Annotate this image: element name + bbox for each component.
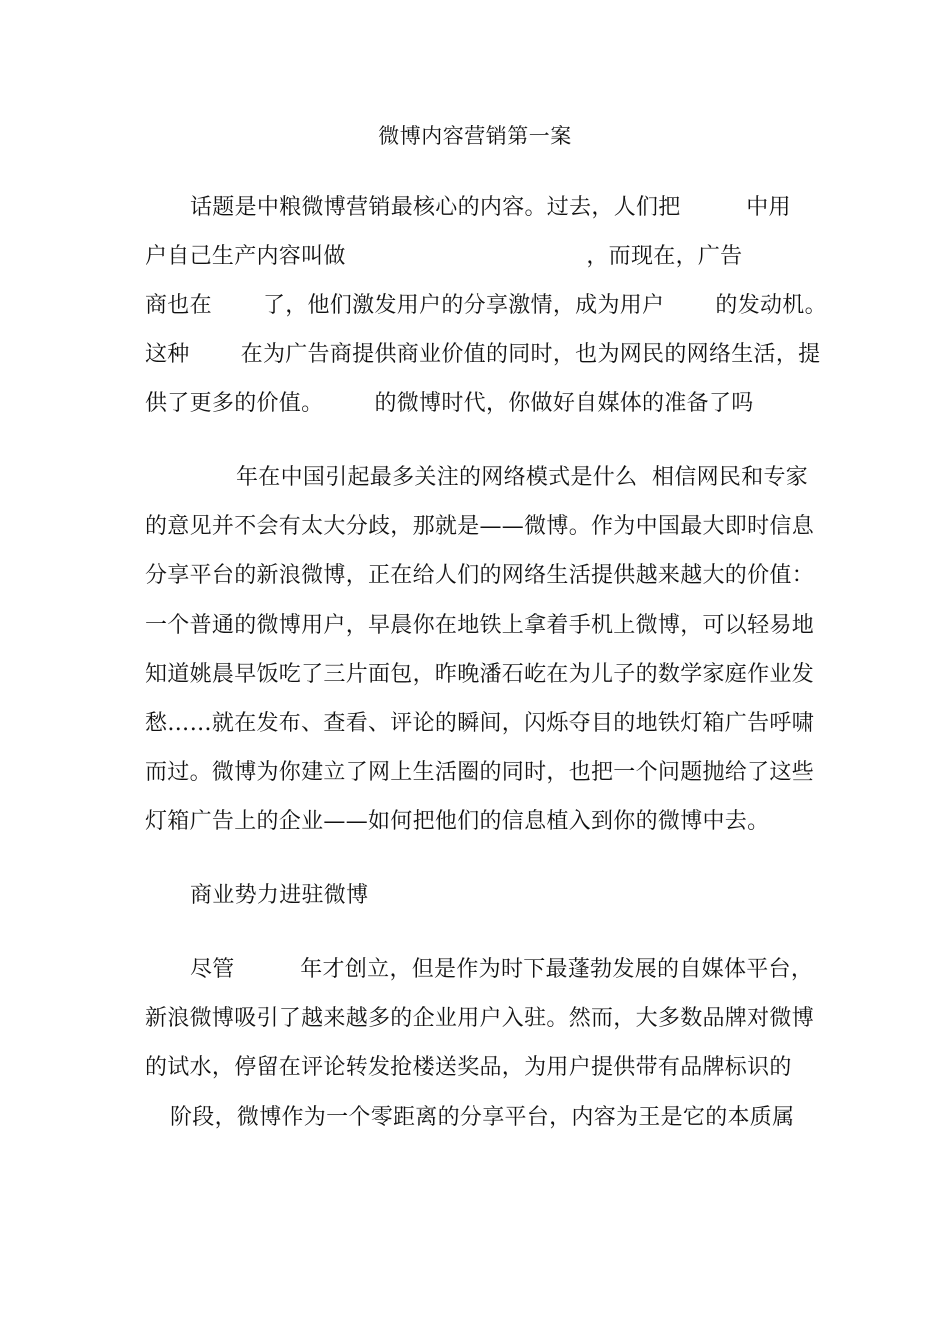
- paragraph-2-line-5: 知道姚晨早饭吃了三片面包，昨晚潘石屹在为儿子的数学家庭作业发: [145, 662, 815, 687]
- paragraph-3-line-3: 的试水，停留在评论转发抢楼送奖品，为用户提供带有品牌标识的: [145, 1055, 792, 1080]
- paragraph-2-line-7: 而过。微博为你建立了网上生活圈的同时，也把一个问题抛给了这些: [145, 760, 815, 785]
- paragraph-2-line-4: 一个普通的微博用户，早晨你在地铁上拿着手机上微博，可以轻易地: [145, 613, 815, 638]
- paragraph-3-line-4: 阶段，微博作为一个零距离的分享平台，内容为王是它的本质属: [170, 1105, 795, 1130]
- paragraph-1-line-5: 供了更多的价值。 的微博时代，你做好自媒体的准备了吗: [145, 391, 754, 416]
- paragraph-3-line-2: 新浪微博吸引了越来越多的企业用户入驻。然而，大多数品牌对微博: [145, 1006, 815, 1031]
- paragraph-1-line-4: 这种 在为广告商提供商业价值的同时，也为网民的网络生活，提: [145, 342, 821, 367]
- document-title: 微博内容营销第一案: [378, 124, 572, 148]
- paragraph-1-line-3: 商也在 了，他们激发用户的分享激情，成为用户 的发动机。: [145, 293, 827, 318]
- paragraph-2-line-6: 愁……就在发布、查看、评论的瞬间，闪烁夺目的地铁灯箱广告呼啸: [145, 711, 815, 736]
- paragraph-1-line-1: 话题是中粮微博营销最核心的内容。过去，人们把 中用: [190, 195, 791, 220]
- paragraph-2-line-3: 分享平台的新浪微博，正在给人们的网络生活提供越来越大的价值：: [145, 563, 815, 588]
- paragraph-2-line-8: 灯箱广告上的企业——如何把他们的信息植入到你的微博中去。: [145, 809, 770, 834]
- paragraph-3-line-1: 尽管 年才创立，但是作为时下最蓬勃发展的自媒体平台，: [190, 957, 814, 982]
- paragraph-1-line-2: 户自己生产内容叫做 ，而现在，广告: [145, 244, 743, 269]
- paragraph-2-line-2: 的意见并不会有太大分歧，那就是——微博。作为中国最大即时信息: [145, 514, 815, 539]
- section-heading: 商业势力进驻微博: [190, 883, 369, 908]
- paragraph-2-line-1: 年在中国引起最多关注的网络模式是什么 相信网民和专家: [236, 465, 809, 490]
